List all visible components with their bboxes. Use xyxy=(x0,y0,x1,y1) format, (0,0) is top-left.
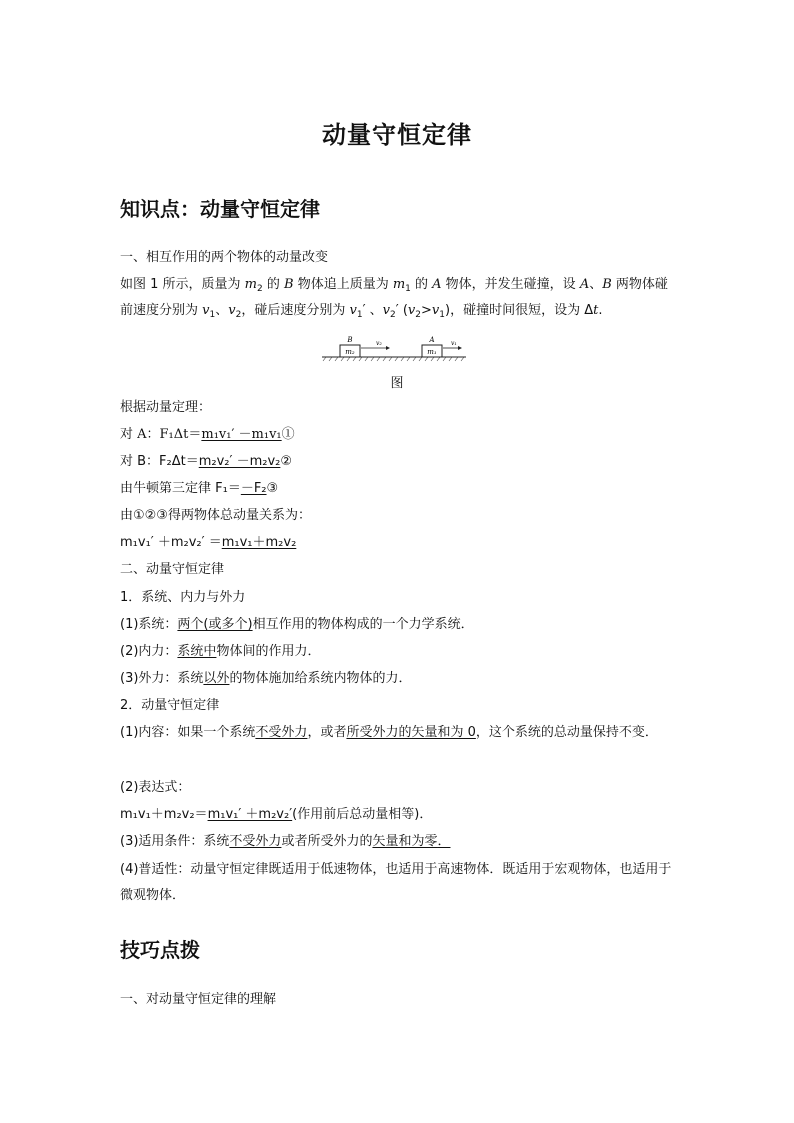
block-b-mass: m₂ xyxy=(345,348,355,356)
law-content: (1)内容：如果一个系统不受外力，或者所受外力的矢量和为 0，这个系统的总动量保持不变． xyxy=(120,725,658,740)
momentum-theorem-line: 根据动量定理： xyxy=(120,400,212,415)
block-a-mass: m₁ xyxy=(427,348,437,356)
expression-equation: m₁v₁＋m₂v₂＝m₁v₁′ ＋m₂v₂′(作用前后总动量相等)． xyxy=(120,807,433,822)
combine-line: 由①②③得两物体总动量关系为： xyxy=(120,508,311,523)
section-heading-tips: 技巧点拨 xyxy=(120,938,200,962)
part2-heading: 二、动量守恒定律 xyxy=(120,562,225,577)
total-momentum-equation: m₁v₁′ ＋m₂v₂′ ＝m₁v₁＋m₂v₂ xyxy=(120,535,297,550)
collision-figure xyxy=(320,333,470,367)
section-heading-knowledge: 知识点：动量守恒定律 xyxy=(120,197,320,221)
velocity-b-label: v₂ xyxy=(376,340,382,347)
subheading-system: 1．系统、内力与外力 xyxy=(120,590,246,605)
figure-caption: 图 xyxy=(390,376,404,391)
block-a-label: A xyxy=(429,336,435,344)
collision-diagram xyxy=(320,333,470,367)
definition-external-force: (3)外力：系统以外的物体施加给系统内物体的力． xyxy=(120,671,412,686)
equation-b: 对 B：F₂Δt＝m₂v₂′ －m₂v₂② xyxy=(120,454,293,469)
equation-a: 对 A：F₁Δt＝m₁v₁′ －m₁v₁① xyxy=(120,427,295,442)
applicable-conditions: (3)适用条件：系统不受外力或者所受外力的矢量和为零． xyxy=(120,834,451,849)
expression-label: (2)表达式： xyxy=(120,780,191,795)
definition-internal-force: (2)内力：系统中物体间的作用力． xyxy=(120,644,321,659)
universality-paragraph: (4)普适性：动量守恒定律既适用于低速物体，也适用于高速物体．既适用于宏观物体，也适用于微观物体． xyxy=(120,862,672,903)
definition-system: (1)系统：两个(或多个)相互作用的物体构成的一个力学系统． xyxy=(120,617,474,632)
intro-paragraph: 如图 1 所示，质量为 $m_2$ 的 B 物体追上质量为 $m_1$ 的 A 物体，并发生碰撞，设 A、B 两物体碰 前速度分别为 $v_1$、$v_2$，碰后速度分别为 $v_1'$ 、$v_2'$ $(v_2>v_1)$，碰撞时间很短，设为 Δt. xyxy=(120,277,668,320)
newton-third-law: 由牛顿第三定律 F₁＝－F₂③ xyxy=(120,481,279,496)
page-title: 动量守恒定律 xyxy=(322,121,472,149)
part3-heading: 一、对动量守恒定律的理解 xyxy=(120,992,277,1007)
subheading-conservation-law: 2．动量守恒定律 xyxy=(120,698,220,713)
block-b-label: B xyxy=(347,336,353,344)
velocity-a-label: v₁ xyxy=(451,340,457,347)
part1-heading: 一、相互作用的两个物体的动量改变 xyxy=(120,250,329,265)
